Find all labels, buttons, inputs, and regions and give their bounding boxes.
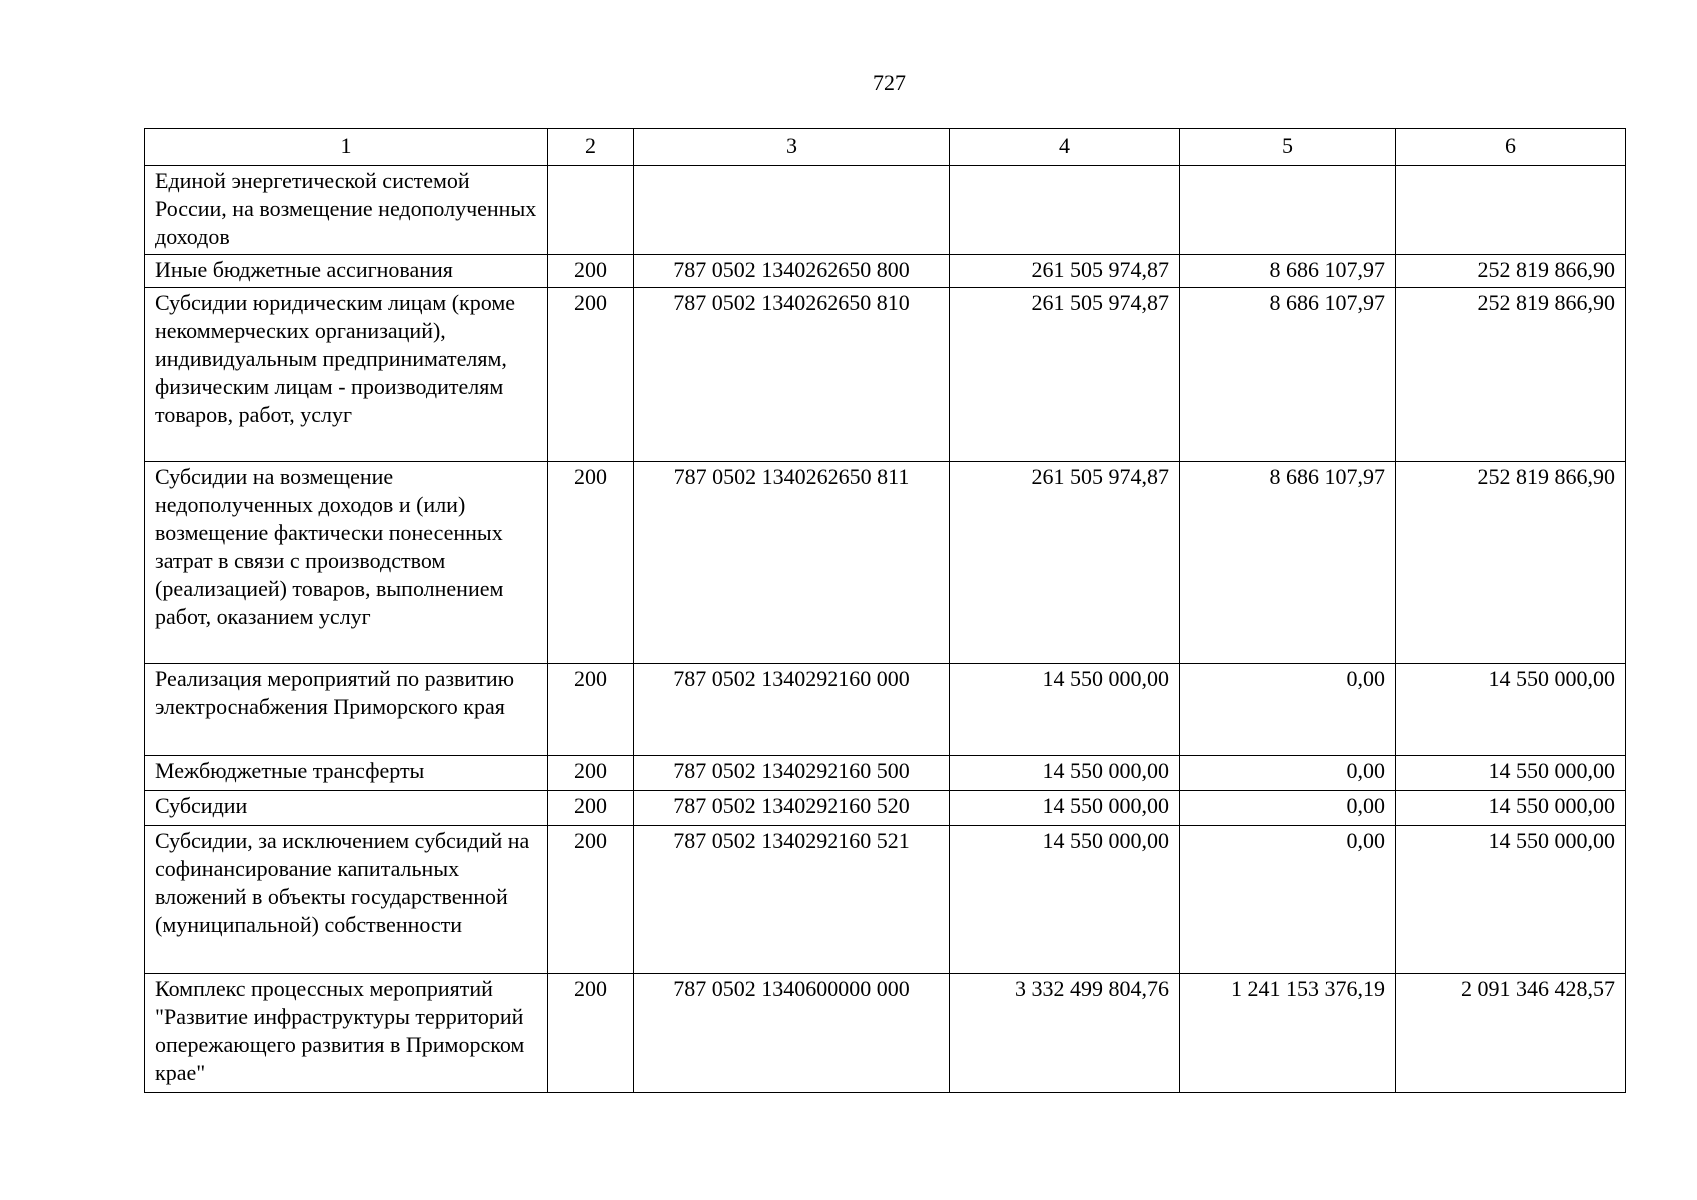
row-value-5: 0,00 — [1180, 791, 1396, 826]
table-row — [145, 255, 1626, 288]
column-header-1: 1 — [145, 129, 548, 166]
row-name: Субсидии — [145, 791, 548, 826]
row-value-4: 14 550 000,00 — [950, 756, 1180, 791]
row-code: 200 — [548, 756, 634, 791]
row-value-5: 8 686 107,97 — [1180, 288, 1396, 462]
row-code — [548, 166, 634, 255]
row-name: Реализация мероприятий по развитию электроснабжения Приморского края — [145, 664, 548, 756]
row-name: Единой энергетической системой России, на возмещение недополученных доходов — [145, 166, 548, 255]
row-kbk — [634, 166, 950, 255]
row-name: Субсидии юридическим лицам (кроме некоммерческих организаций), индивидуальным предпринимателям, физическим лицам - производителям товаров, работ, услуг — [145, 288, 548, 462]
row-kbk: 787 0502 1340262650 811 — [634, 462, 950, 664]
row-value-4: 261 505 974,87 — [950, 462, 1180, 664]
row-name: Субсидии, за исключением субсидий на софинансирование капитальных вложений в объекты государственной (муниципальной) собственности — [145, 826, 548, 974]
row-kbk: 787 0502 1340292160 520 — [634, 791, 950, 826]
row-code: 200 — [548, 288, 634, 462]
column-header-6: 6 — [1396, 129, 1626, 166]
table-row — [145, 791, 1626, 826]
row-value-5: 8 686 107,97 — [1180, 255, 1396, 288]
row-name: Межбюджетные трансферты — [145, 756, 548, 791]
table-row — [145, 462, 1626, 664]
table-header-row — [145, 129, 1626, 166]
row-code: 200 — [548, 826, 634, 974]
row-kbk: 787 0502 1340600000 000 — [634, 974, 950, 1093]
page-number: 727 — [873, 70, 906, 95]
table-row — [145, 974, 1626, 1093]
table-row — [145, 166, 1626, 255]
row-value-4: 261 505 974,87 — [950, 288, 1180, 462]
column-header-2: 2 — [548, 129, 634, 166]
row-value-5: 0,00 — [1180, 756, 1396, 791]
row-value-6: 14 550 000,00 — [1396, 756, 1626, 791]
row-name: Комплекс процессных мероприятий "Развитие инфраструктуры территорий опережающего развития в Приморском крае" — [145, 974, 548, 1093]
row-kbk: 787 0502 1340292160 500 — [634, 756, 950, 791]
column-header-3: 3 — [634, 129, 950, 166]
column-header-5: 5 — [1180, 129, 1396, 166]
row-value-6: 14 550 000,00 — [1396, 791, 1626, 826]
table-row — [145, 756, 1626, 791]
row-value-4 — [950, 166, 1180, 255]
table-row — [145, 826, 1626, 974]
budget-table — [144, 128, 1626, 1093]
row-code: 200 — [548, 664, 634, 756]
row-value-6: 252 819 866,90 — [1396, 255, 1626, 288]
row-kbk: 787 0502 1340262650 800 — [634, 255, 950, 288]
row-value-6: 14 550 000,00 — [1396, 664, 1626, 756]
row-value-6: 252 819 866,90 — [1396, 288, 1626, 462]
row-value-6: 2 091 346 428,57 — [1396, 974, 1626, 1093]
row-value-5: 1 241 153 376,19 — [1180, 974, 1396, 1093]
row-code: 200 — [548, 791, 634, 826]
row-kbk: 787 0502 1340292160 000 — [634, 664, 950, 756]
row-code: 200 — [548, 255, 634, 288]
row-code: 200 — [548, 462, 634, 664]
table-row — [145, 664, 1626, 756]
row-value-4: 14 550 000,00 — [950, 791, 1180, 826]
row-value-5 — [1180, 166, 1396, 255]
row-name: Субсидии на возмещение недополученных доходов и (или) возмещение фактически понесенных затрат в связи с производством (реализацией) товаров, выполнением работ, оказанием услуг — [145, 462, 548, 664]
row-value-6: 252 819 866,90 — [1396, 462, 1626, 664]
row-value-4: 14 550 000,00 — [950, 826, 1180, 974]
table-row — [145, 288, 1626, 462]
row-value-4: 14 550 000,00 — [950, 664, 1180, 756]
row-kbk: 787 0502 1340262650 810 — [634, 288, 950, 462]
row-value-6 — [1396, 166, 1626, 255]
row-value-4: 261 505 974,87 — [950, 255, 1180, 288]
row-name: Иные бюджетные ассигнования — [145, 255, 548, 288]
row-value-5: 0,00 — [1180, 826, 1396, 974]
row-code: 200 — [548, 974, 634, 1093]
row-value-4: 3 332 499 804,76 — [950, 974, 1180, 1093]
row-value-5: 8 686 107,97 — [1180, 462, 1396, 664]
row-value-5: 0,00 — [1180, 664, 1396, 756]
column-header-4: 4 — [950, 129, 1180, 166]
row-value-6: 14 550 000,00 — [1396, 826, 1626, 974]
row-kbk: 787 0502 1340292160 521 — [634, 826, 950, 974]
